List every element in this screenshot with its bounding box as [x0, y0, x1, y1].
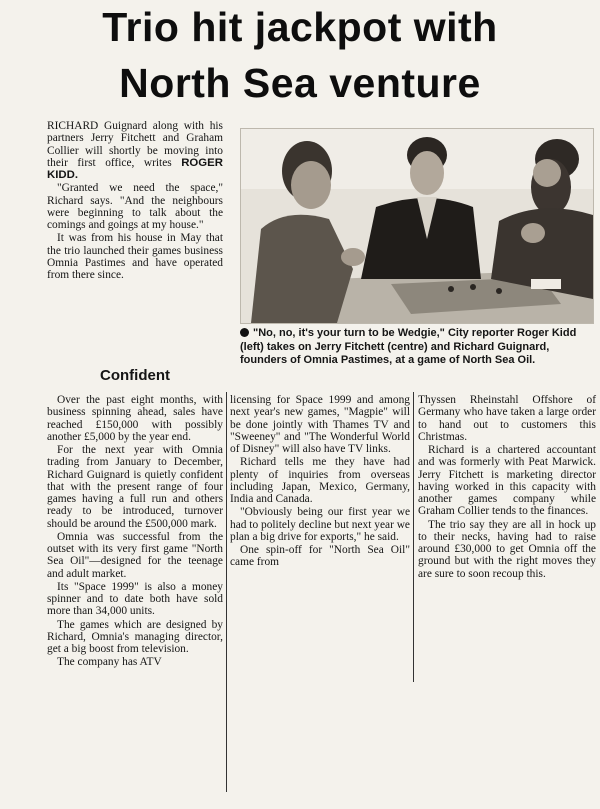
headline-line-1: Trio hit jackpot with — [102, 4, 498, 50]
intro-lead-text: RICHARD Guignard along with his partners Jerry Fitchett and Graham Collier will shortly be moving into their first office, writes — [47, 120, 223, 169]
col3-paragraph-3: The trio say they are all in hock up to their necks, having had to raise around £30,000 to get Omnia off the ground but with the right moves they are sure to soon recoup this. — [418, 518, 596, 580]
col2-paragraph-2: Richard tells me they have had plenty of inquiries from overseas including Japan, Mexico, Germany, India and Canada. — [230, 456, 410, 505]
column-divider — [413, 392, 414, 682]
byline: ROGER KIDD. — [47, 156, 223, 181]
photo-caption — [240, 327, 595, 368]
headline-line-2: North Sea venture — [119, 60, 481, 106]
body-column-2 — [230, 394, 410, 570]
col1-paragraph-1: Over the past eight months, with business spinning ahead, sales have reached £150,000 with possibly another £5,000 by the year end. — [47, 394, 223, 443]
news-photo — [240, 128, 594, 324]
intro-paragraph-3: It was from his house in May that the trio launched their games business Omnia Pastimes and have operated from there since. — [47, 232, 223, 281]
caption-text: "No, no, it's your turn to be Wedgie," City reporter Roger Kidd (left) takes on Jerry Fitchett (centre) and Richard Guignard, founders of Omnia Pastimes, at a game of North Sea Oil. — [240, 327, 577, 366]
col1-paragraph-6: The company has ATV — [57, 656, 162, 669]
subheading: Confident — [100, 367, 170, 384]
col2-paragraph-1: licensing for Space 1999 and among next year's new games, "Magpie" will be done jointly with Thames TV and "Sweeney" and "The Wonderful World of Disney" will also have TV links. — [230, 394, 410, 455]
intro-paragraph-1 — [47, 120, 223, 181]
col3-paragraph-1: Thyssen Rheinstahl Offshore of Germany who have taken a large order to hand out to customers this Christmas. — [418, 394, 596, 443]
col1-paragraph-3: Omnia was successful from the outset with its very first game "North Sea Oil"—designed for the teenage and adult market. — [47, 530, 223, 580]
photo-illustration — [241, 129, 593, 323]
bullet-icon — [240, 328, 249, 337]
body-column-1 — [47, 394, 223, 670]
intro-column — [47, 120, 223, 282]
intro-paragraph-2: "Granted we need the space," Richard says. "And the neighbours were beginning to talk about the comings and goings at my house." — [47, 182, 223, 231]
col1-paragraph-2: For the next year with Omnia trading from January to December, Richard Guignard is quietly confident that with the present range of four games having a full run and others ready to be introduced, turnover should be around the £500,000 mark. — [47, 444, 223, 530]
col2-paragraph-4: One spin-off for "North Sea Oil" came from — [230, 544, 410, 569]
column-divider — [226, 392, 227, 792]
col2-paragraph-3: "Obviously being our first year we had to politely decline but next year we plan a big drive for exports," he said. — [230, 506, 410, 543]
col1-paragraph-4: Its "Space 1999" is also a money spinner and to date both have sold more than 34,000 units. — [47, 580, 223, 618]
body-column-3 — [418, 394, 596, 581]
col3-paragraph-2: Richard is a chartered accountant and was formerly with Peat Marwick. Jerry Fitchett is marketing director having worked in this capacity with another games company while Graham Collier tends to the finances. — [418, 444, 596, 518]
col1-paragraph-5: The games which are designed by Richard, Omnia's managing director, get a big boost from television. — [47, 618, 223, 655]
